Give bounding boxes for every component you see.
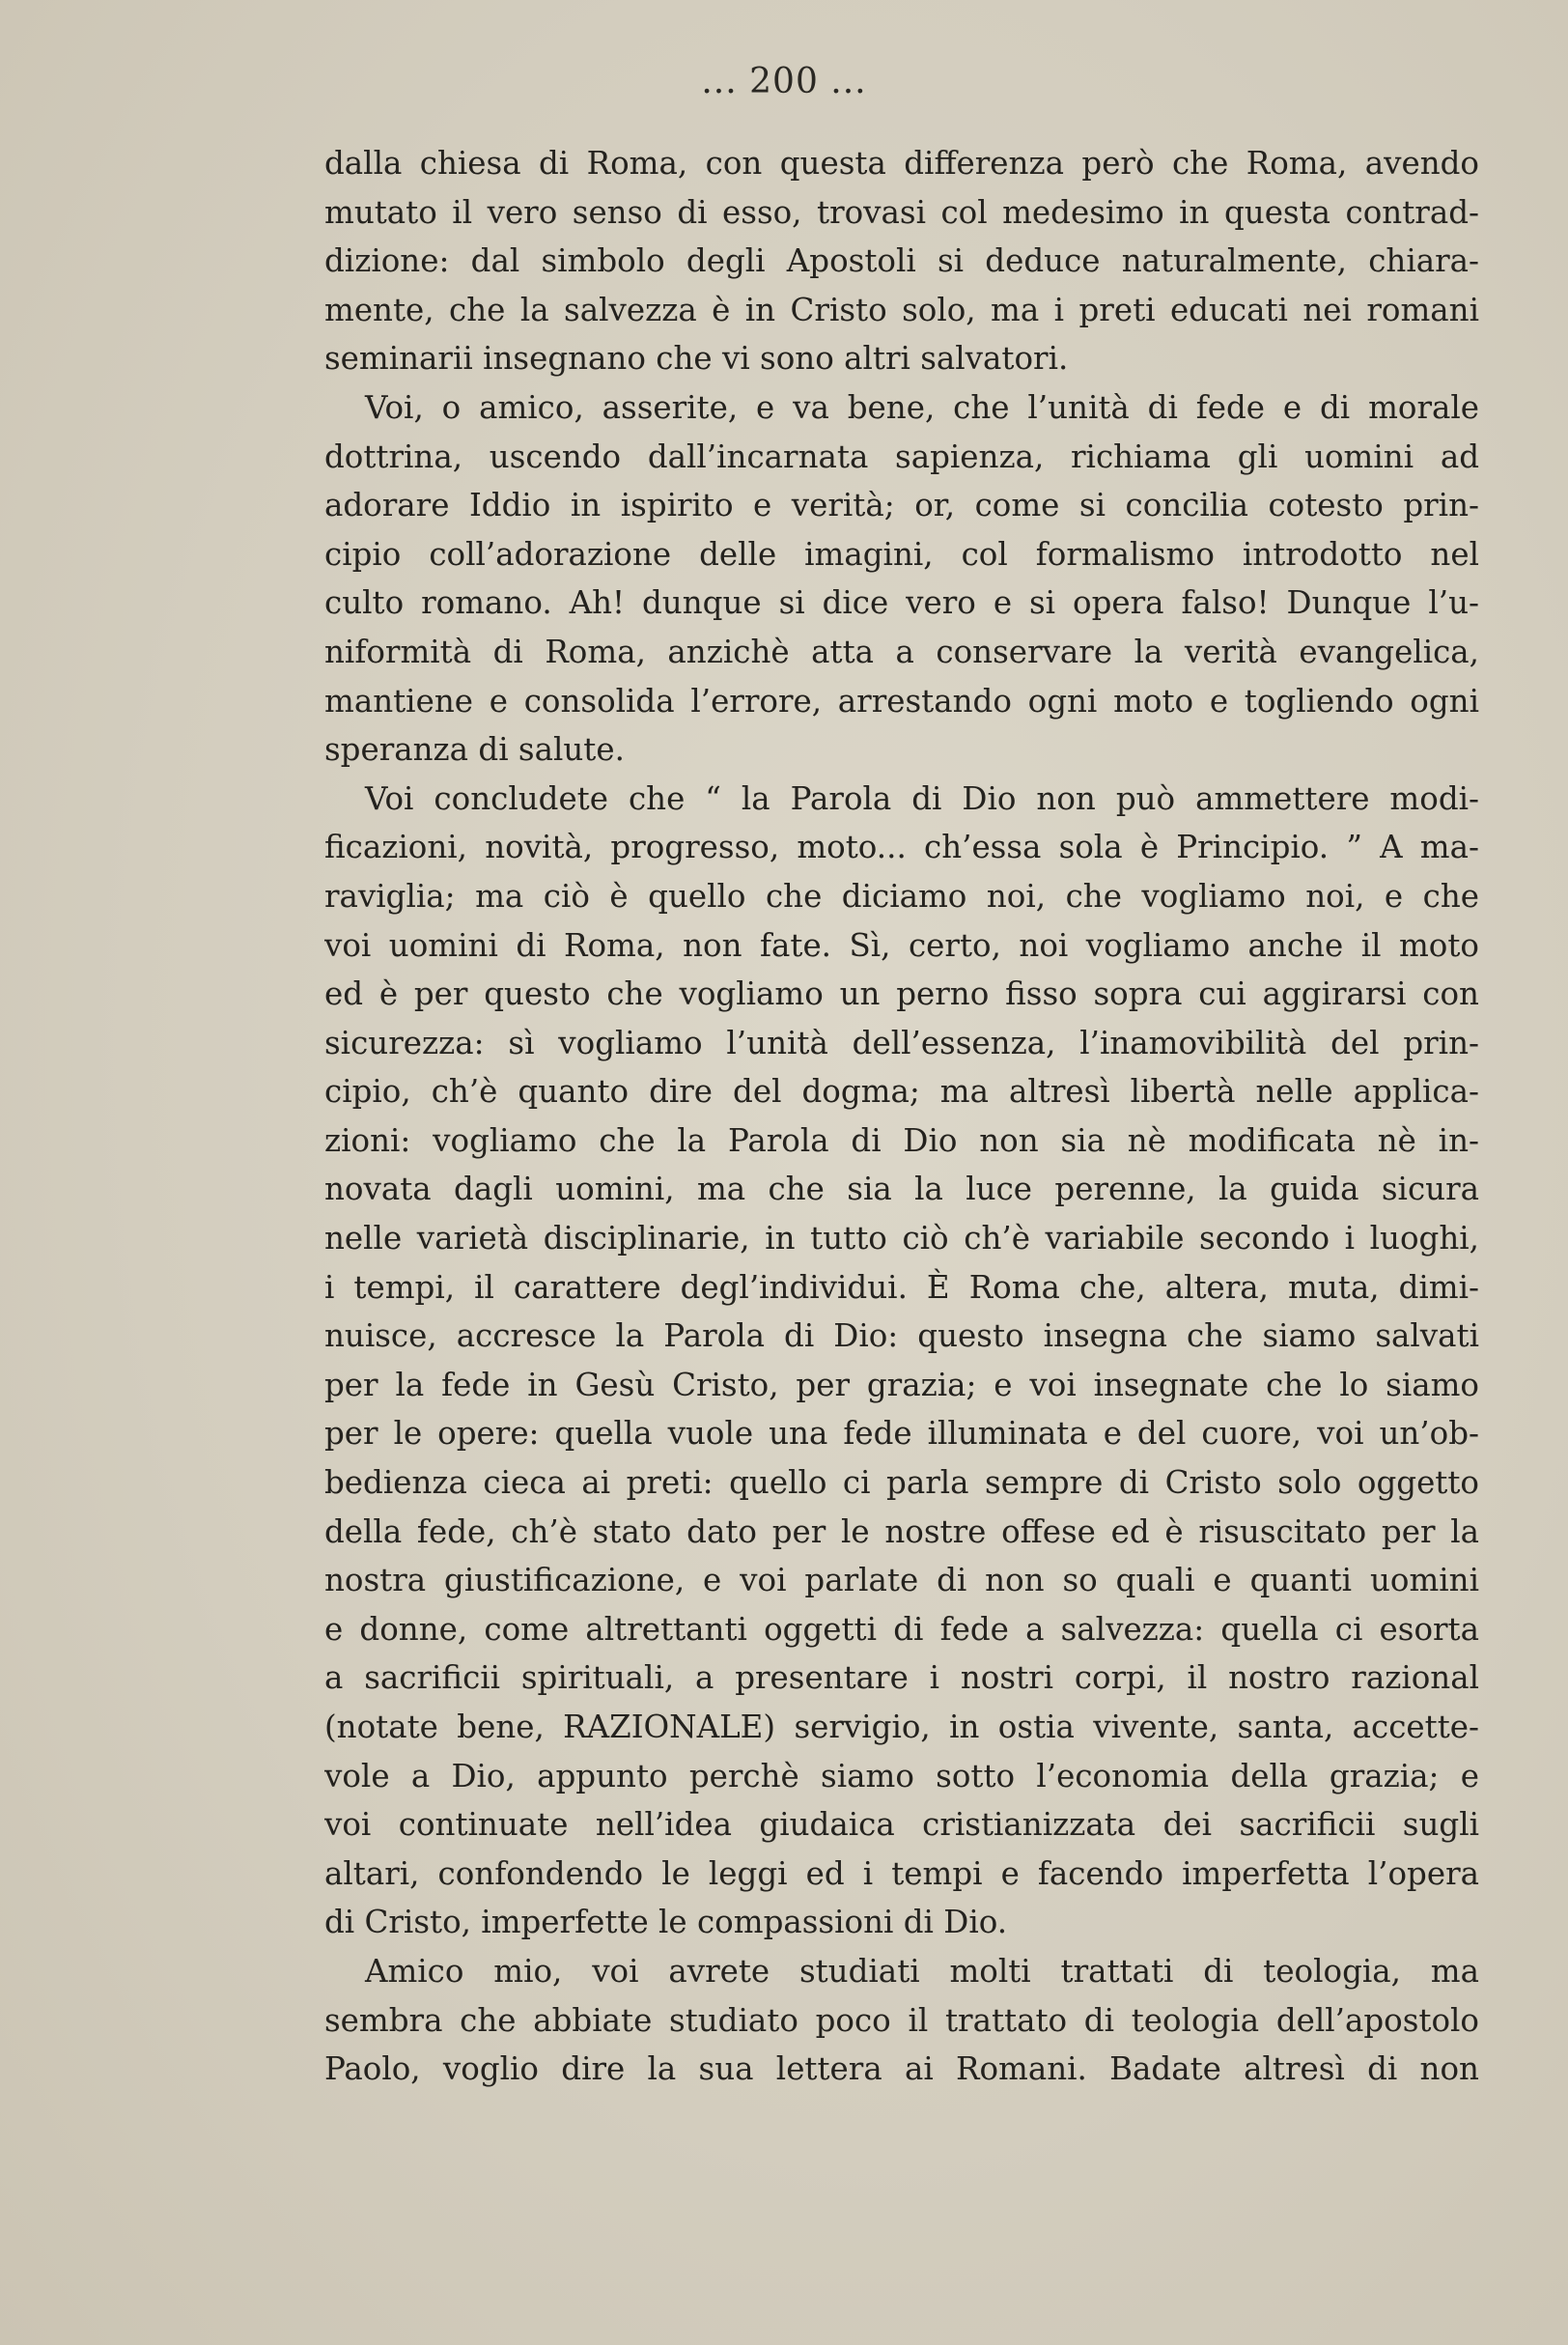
text-line: dizione: dal simbolo degli Apostoli si deduce naturalmente, chiara- (324, 242, 1479, 280)
text-line: vole a Dio, appunto perchè siamo sotto l’economia della grazia; e (324, 1757, 1479, 1794)
text-line: sembra che abbiate studiato poco il trattato di teologia dell’apostolo (324, 2001, 1479, 2039)
text-line: zioni: vogliamo che la Parola di Dio non sia nè modificata nè in- (324, 1121, 1479, 1159)
text-line: per le opere: quella vuole una fede illuminata e del cuore, voi un’ob- (324, 1415, 1479, 1453)
text-line: della fede, ch’è stato dato per le nostre offese ed è risuscitato per la (324, 1512, 1479, 1550)
text-line: altari, confondendo le leggi ed i tempi e facendo imperfetta l’opera (324, 1854, 1479, 1892)
text-line: voi uomini di Roma, non fate. Sì, certo, noi vogliamo anche il moto (324, 926, 1479, 964)
text-line: cipio coll’adorazione delle imagini, col formalismo introdotto nel (324, 535, 1479, 573)
body-text (324, 139, 1479, 2094)
text-line: Amico mio, voi avrete studiati molti trattati di teologia, ma (365, 1952, 1479, 1990)
text-line: ficazioni, novità, progresso, moto... ch’essa sola è Principio. ” A ma- (324, 829, 1479, 866)
text-line: cipio, ch’è quanto dire del dogma; ma altresì libertà nelle applica- (324, 1073, 1479, 1111)
text-line: speranza di salute. (324, 731, 625, 769)
text-line: dottrina, uscendo dall’incarnata sapienza, richiama gli uomini ad (324, 438, 1479, 475)
text-line: seminarii insegnano che vi sono altri salvatori. (324, 340, 1069, 378)
text-line: e donne, come altrettanti oggetti di fede a salvezza: quella ci esorta (324, 1610, 1479, 1648)
text-line: adorare Iddio in ispirito e verità; or, come si concilia cotesto prin- (324, 487, 1479, 524)
text-line: novata dagli uomini, ma che sia la luce perenne, la guida sicura (324, 1171, 1479, 1208)
text-line: niformità di Roma, anzichè atta a conservare la verità evangelica, (324, 633, 1479, 670)
text-line: nostra giustificazione, e voi parlate di non so quali e quanti uomini (324, 1562, 1479, 1599)
text-line: sicurezza: sì vogliamo l’unità dell’essenza, l’inamovibilità del prin- (324, 1024, 1479, 1061)
text-line: Voi, o amico, asserite, e va bene, che l’unità di fede e di morale (365, 388, 1479, 426)
text-line: per la fede in Gesù Cristo, per grazia; e voi insegnate che lo siamo (324, 1366, 1479, 1403)
text-line: dalla chiesa di Roma, con questa differenza però che Roma, avendo (324, 145, 1479, 182)
text-line: i tempi, il carattere degl’individui. È Roma che, altera, muta, dimi- (324, 1268, 1479, 1306)
text-line: mantiene e consolida l’errore, arrestando ogni moto e togliendo ogni (324, 682, 1479, 720)
text-line: bedienza cieca ai preti: quello ci parla sempre di Cristo solo oggetto (324, 1464, 1479, 1502)
text-line: Paolo, voglio dire la sua lettera ai Romani. Badate altresì di non (324, 2050, 1479, 2088)
text-line: mente, che la salvezza è in Cristo solo, ma i preti educati nei romani (324, 291, 1479, 328)
text-line: di Cristo, imperfette le compassioni di Dio. (324, 1904, 1008, 1941)
text-line: raviglia; ma ciò è quello che diciamo noi, che vogliamo noi, e che (324, 877, 1479, 915)
text-line: a sacrificii spirituali, a presentare i nostri corpi, il nostro razional (324, 1659, 1479, 1697)
text-line: nuisce, accresce la Parola di Dio: questo insegna che siamo salvati (324, 1317, 1479, 1355)
page-number-header: ... 200 ... (701, 62, 867, 101)
text-line: nelle varietà disciplinarie, in tutto ciò ch’è variabile secondo i luoghi, (324, 1220, 1479, 1257)
text-line: ed è per questo che vogliamo un perno fisso sopra cui aggirarsi con (324, 975, 1479, 1013)
text-line: voi continuate nell’idea giudaica cristianizzata dei sacrificii sugli (324, 1806, 1479, 1844)
text-line: (notate bene, RAZIONALE) servigio, in ostia vivente, santa, accette- (324, 1709, 1479, 1745)
text-line: mutato il vero senso di esso, trovasi col medesimo in questa contrad- (324, 193, 1479, 231)
text-line: culto romano. Ah! dunque si dice vero e si opera falso! Dunque l’u- (324, 584, 1479, 622)
text-line: Voi concludete che “ la Parola di Dio non può ammettere modi- (365, 779, 1479, 817)
